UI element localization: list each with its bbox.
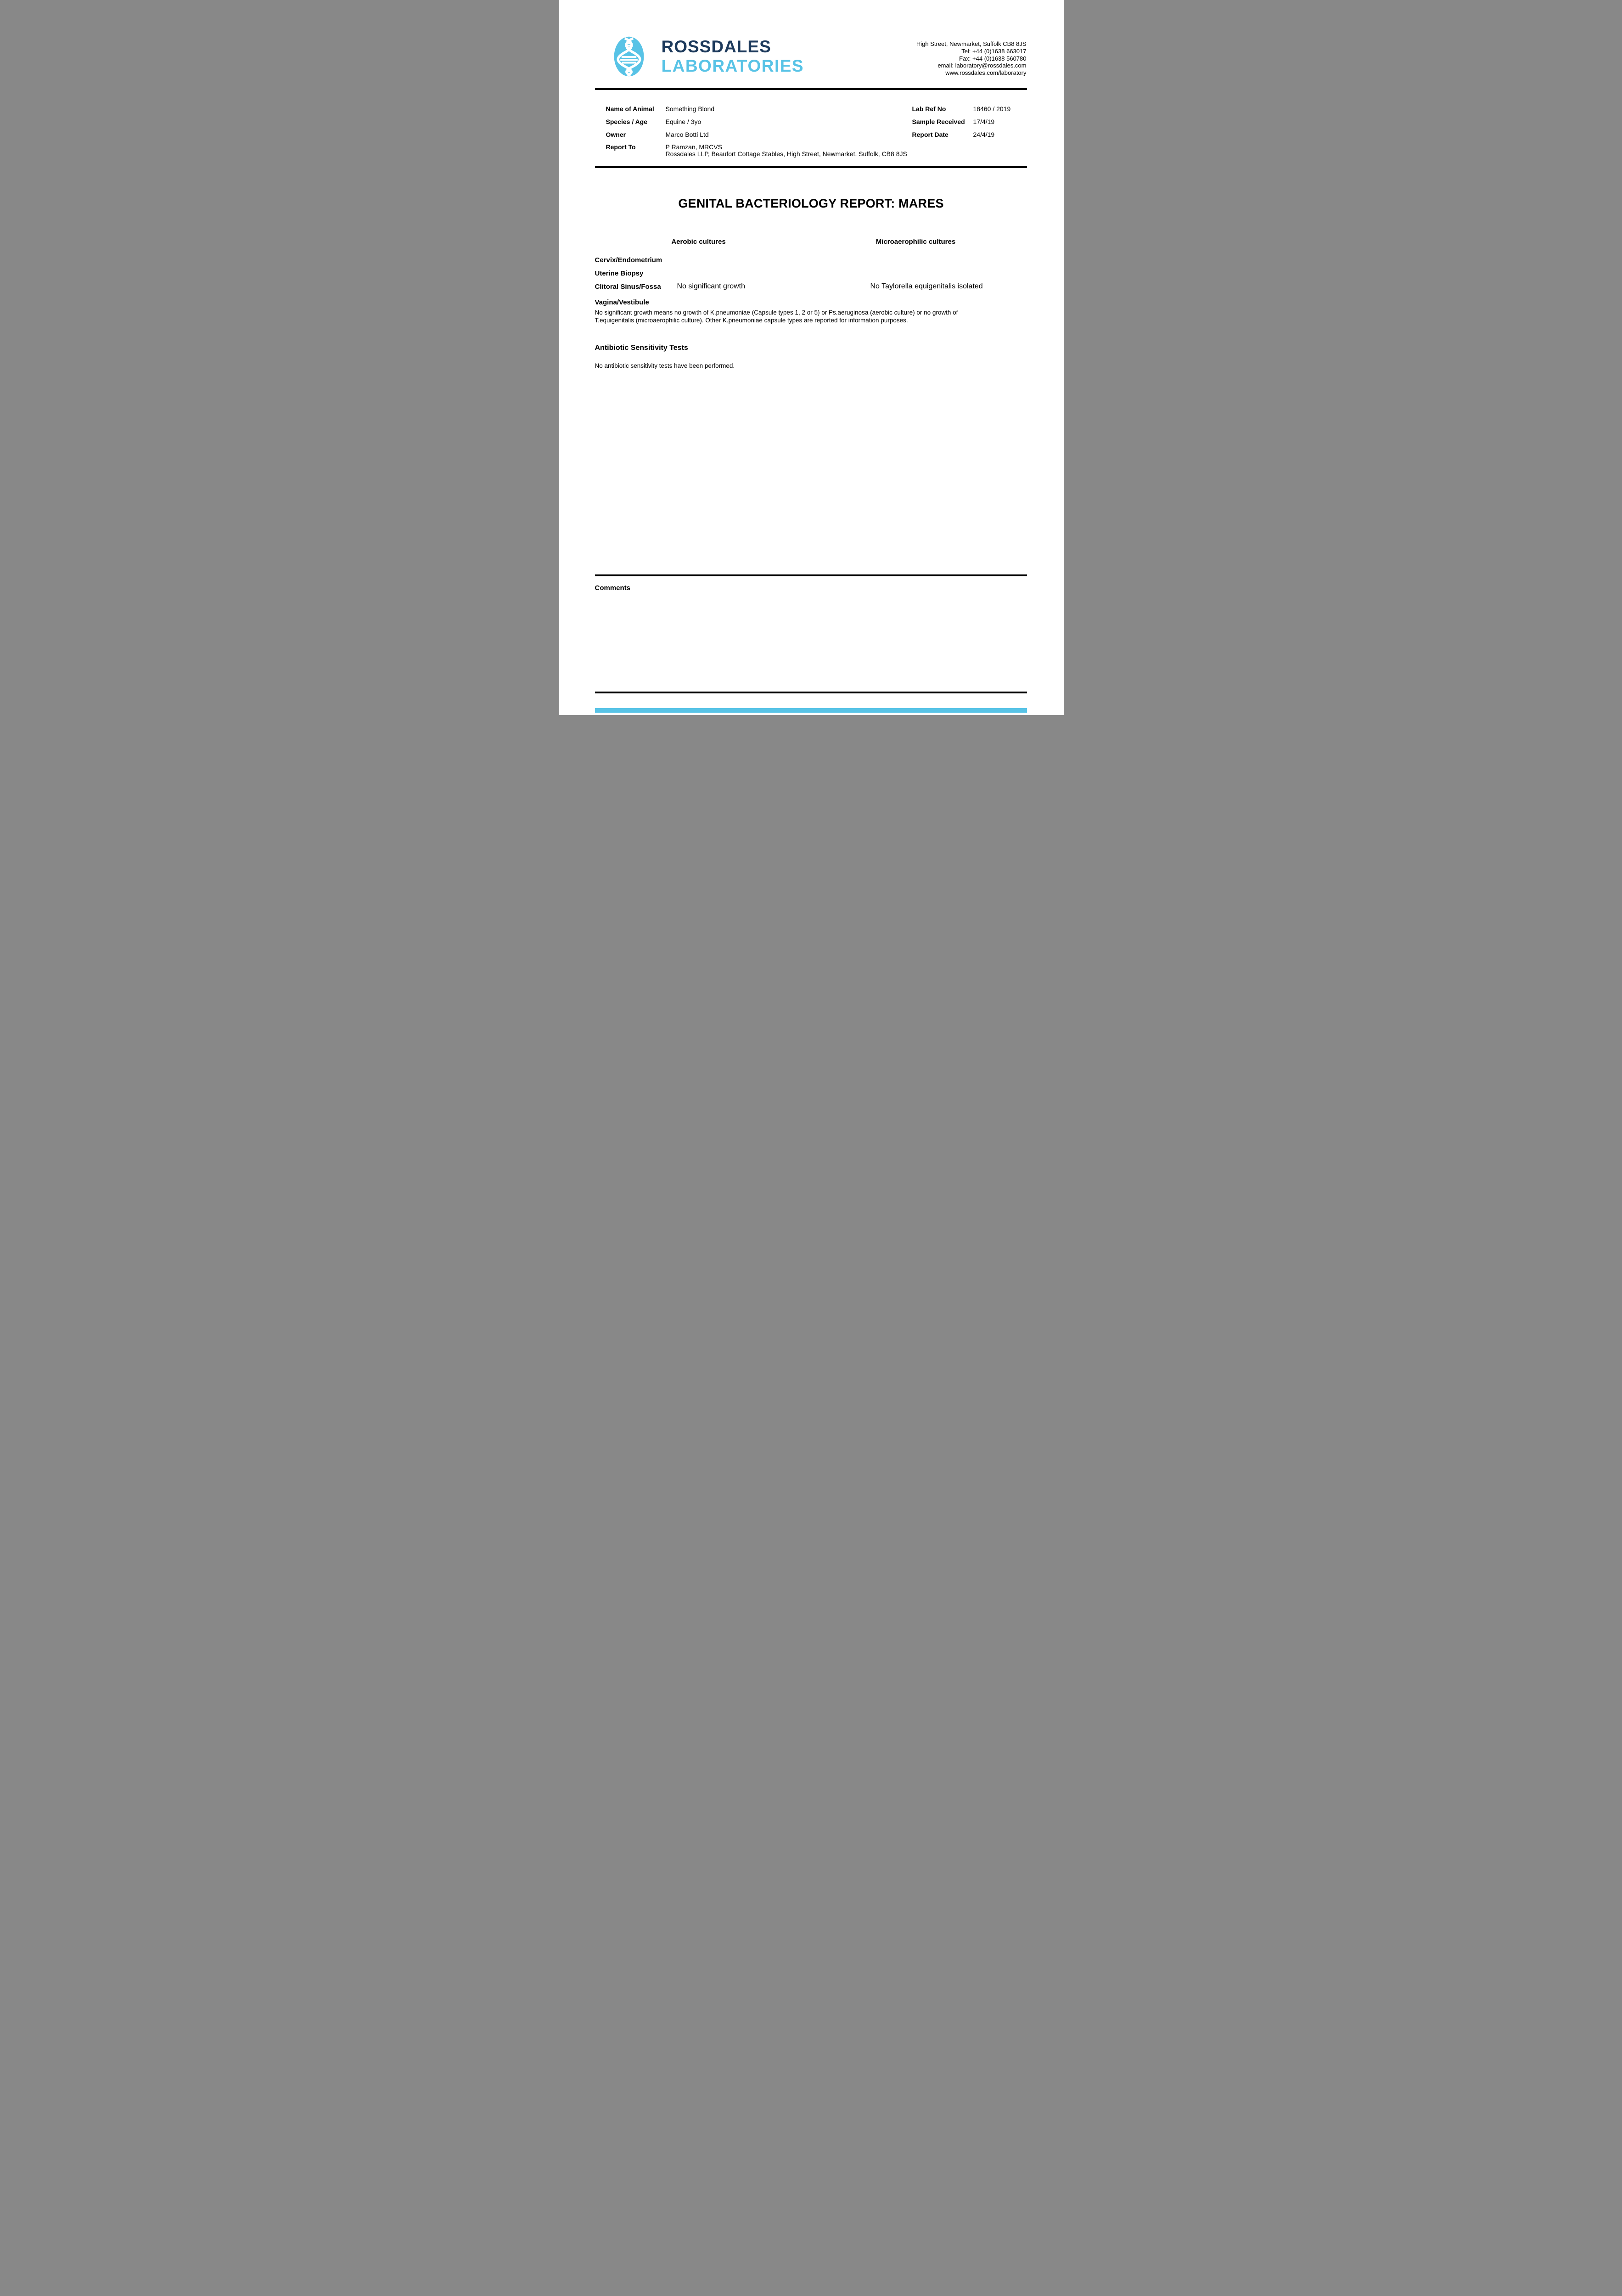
info-value-report-to: P Ramzan, MRCVS — [665, 143, 722, 151]
antibiotic-sensitivity-text: No antibiotic sensitivity tests have been performed. — [595, 362, 735, 369]
info-value-owner: Marco Botti Ltd — [665, 131, 709, 138]
logo-wordmark-line2: LABORATORIES — [661, 56, 804, 75]
comments-divider — [595, 574, 1027, 576]
culture-result-microaerophilic-clitoral: No Taylorella equigenitalis isolated — [870, 282, 983, 290]
culture-row-label-cervix-endometrium: Cervix/Endometrium — [595, 256, 662, 264]
lab-report-page — [559, 0, 1064, 715]
info-value-report-date: 24/4/19 — [973, 131, 995, 138]
info-label-report-date: Report Date — [912, 131, 949, 138]
contact-email: email: laboratory@rossdales.com — [937, 62, 1027, 69]
report-title: GENITAL BACTERIOLOGY REPORT: MARES — [678, 197, 944, 210]
info-label-report-to: Report To — [606, 143, 636, 151]
contact-address: High Street, Newmarket, Suffolk CB8 8JS — [916, 40, 1027, 47]
header-divider — [595, 88, 1027, 90]
contact-website: www.rossdales.com/laboratory — [945, 69, 1027, 77]
comments-heading: Comments — [595, 584, 631, 592]
column-header-microaerophilic-cultures: Microaerophilic cultures — [876, 238, 956, 246]
logo-wordmark-line1: ROSSDALES — [661, 37, 771, 56]
culture-row-label-uterine-biopsy: Uterine Biopsy — [595, 270, 644, 277]
info-value-name-of-animal: Something Blond — [665, 105, 715, 113]
info-value-lab-ref-no: 18460 / 2019 — [973, 105, 1011, 113]
dna-helix-logo-icon — [612, 36, 645, 77]
culture-row-label-vagina-vestibule: Vagina/Vestibule — [595, 298, 649, 306]
contact-fax: Fax: +44 (0)1638 560780 — [959, 55, 1027, 62]
contact-block — [916, 40, 1027, 77]
info-label-sample-received: Sample Received — [912, 118, 965, 125]
no-significant-growth-note: No significant growth means no growth of K.pneumoniae (Capsule types 1, 2 or 5) or Ps.aeruginosa (aerobic culture) or no growth of T.equigenitalis (microaerophilic culture). Other K.pneumoniae capsule types are reported for information purposes. — [595, 309, 958, 324]
info-value-species-age: Equine / 3yo — [665, 118, 702, 125]
info-label-lab-ref-no: Lab Ref No — [912, 105, 946, 113]
footer-accent-bar — [595, 708, 1027, 713]
info-value-sample-received: 17/4/19 — [973, 118, 995, 125]
info-label-name-of-animal: Name of Animal — [606, 105, 654, 113]
info-divider — [595, 166, 1027, 168]
culture-result-aerobic-clitoral: No significant growth — [677, 282, 746, 290]
antibiotic-sensitivity-heading: Antibiotic Sensitivity Tests — [595, 344, 688, 352]
info-label-species-age: Species / Age — [606, 118, 648, 125]
culture-row-label-clitoral-sinus-fossa: Clitoral Sinus/Fossa — [595, 283, 661, 291]
column-header-aerobic-cultures: Aerobic cultures — [671, 238, 726, 246]
footer-divider — [595, 692, 1027, 693]
info-label-owner: Owner — [606, 131, 626, 138]
info-value-report-to-address: Rossdales LLP, Beaufort Cottage Stables, High Street, Newmarket, Suffolk, CB8 8JS — [665, 150, 907, 158]
contact-tel: Tel: +44 (0)1638 663017 — [961, 47, 1027, 55]
